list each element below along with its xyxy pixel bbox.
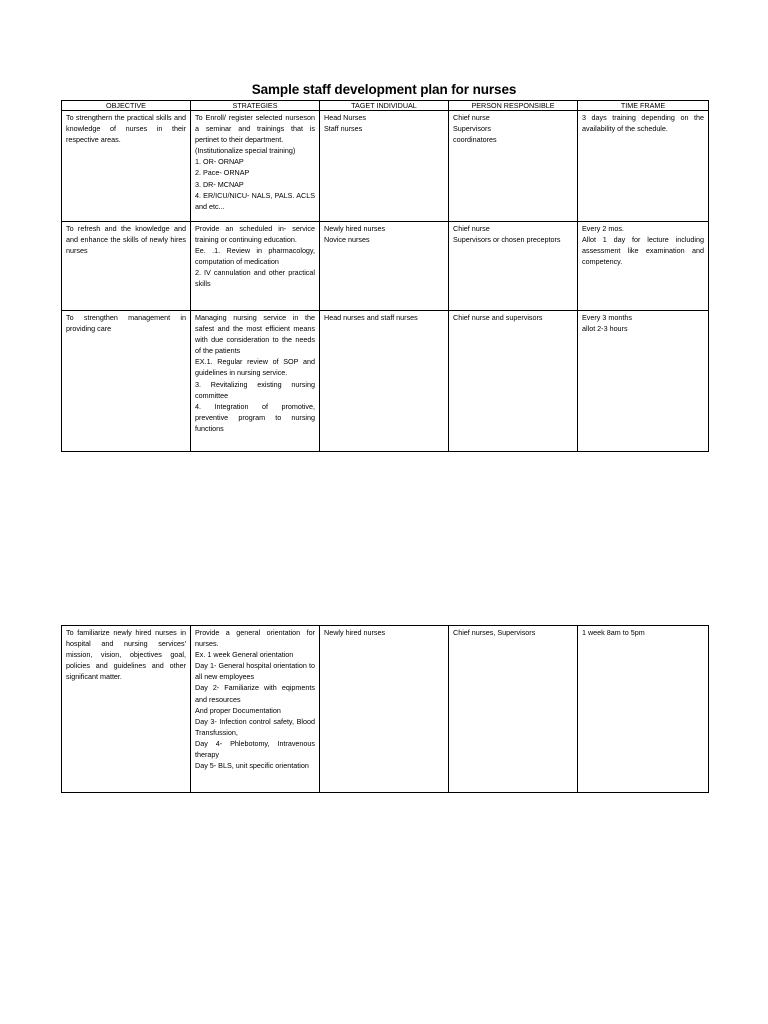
strategy-line: Provide an scheduled in- service training or continuing education.	[195, 224, 315, 245]
target-cell	[320, 111, 449, 222]
timeframe-line: Allot 1 day for lecture including assessment like examination and competency.	[582, 235, 704, 267]
header-time-frame: TIME FRAME	[578, 101, 709, 111]
table-row	[62, 111, 709, 222]
timeframe-line: allot 2-3 hours	[582, 324, 628, 334]
strategies-cell	[191, 111, 320, 222]
strategies-cell	[191, 626, 320, 793]
objective-cell	[62, 626, 191, 793]
strategy-line: And proper Documentation	[195, 705, 281, 715]
target-line: Newly hired nurses	[324, 224, 386, 233]
strategy-line: Managing nursing service in the safest and the most efficient means with due consideration to the needs of the patients	[195, 313, 315, 356]
timeframe-cell	[578, 311, 709, 452]
strategy-line: (Institutionalize special training)	[195, 146, 296, 156]
strategy-line: EX.1. Regular review of SOP and guidelines in nursing service.	[195, 357, 315, 378]
timeframe-cell	[578, 111, 709, 222]
responsible-line: Chief nurse	[453, 224, 490, 233]
document-title: Sample staff development plan for nurses	[251, 82, 517, 97]
target-line: Novice nurses	[324, 235, 370, 245]
responsible-line: Supervisors	[453, 124, 491, 134]
target-line: Newly hired nurses	[324, 628, 386, 637]
strategy-line: 2. Pace- ORNAP	[195, 168, 250, 178]
table-row	[62, 626, 709, 793]
target-cell	[320, 626, 449, 793]
timeframe-line: 3 days training depending on the availability of the schedule.	[582, 113, 704, 134]
responsible-line: Chief nurse and supervisors	[453, 313, 543, 322]
objective-text: To strengthen management in providing care	[66, 313, 186, 334]
responsible-line: Supervisors or chosen preceptors	[453, 235, 561, 245]
responsible-cell	[449, 311, 578, 452]
responsible-line: Chief nurses, Supervisors	[453, 628, 536, 637]
target-line: Head Nurses	[324, 113, 366, 122]
table-row	[62, 222, 709, 311]
timeframe-line: Every 2 mos.	[582, 224, 624, 233]
target-line: Head nurses and staff nurses	[324, 313, 418, 322]
responsible-line: Chief nurse	[453, 113, 490, 122]
strategy-line: Day 1- General hospital orientation to all new employees	[195, 661, 315, 682]
target-line: Staff nurses	[324, 124, 363, 134]
timeframe-line: 1 week 8am to 5pm	[582, 628, 645, 637]
header-person-responsible: PERSON RESPONSIBLE	[449, 101, 578, 111]
strategy-line: Ee. .1. Review in pharmacology, computation of medication	[195, 246, 315, 267]
objective-text: To strengthern the practical skills and knowledge of nurses in their respective areas.	[66, 113, 186, 145]
header-strategies: STRATEGIES	[191, 101, 320, 111]
header-objective: OBJECTIVE	[62, 101, 191, 111]
objective-cell	[62, 222, 191, 311]
target-cell	[320, 311, 449, 452]
strategy-line: 1. OR- ORNAP	[195, 157, 244, 167]
responsible-cell	[449, 222, 578, 311]
strategies-cell	[191, 222, 320, 311]
strategy-line: 2. IV cannulation and other practical skills	[195, 268, 315, 289]
table-row	[62, 311, 709, 452]
table-header-row	[62, 101, 709, 111]
objective-cell	[62, 111, 191, 222]
strategy-line: Day 2- Familiarize with eqipments and resources	[195, 683, 315, 704]
strategy-line: 4. ER/ICU/NICU- NALS, PALS. ACLS and etc...	[195, 190, 315, 211]
strategy-line: Provide a general orientation for nurses.	[195, 628, 315, 649]
strategy-line: 3. Revitalizing existing nursing committee	[195, 379, 315, 400]
timeframe-line: Every 3 months	[582, 313, 632, 322]
objective-cell	[62, 311, 191, 452]
orientation-table	[61, 625, 709, 793]
responsible-cell	[449, 626, 578, 793]
strategy-line: 4. Integration of promotive, preventive program to nursing functions	[195, 401, 315, 433]
objective-text: To familiarize newly hired nurses in hospital and nursing services' mission, vision, objectives goal, policies and guidelines and other significant matter.	[66, 628, 186, 682]
strategy-line: Day 4- Phlebotomy, Intravenous therapy	[195, 738, 315, 760]
strategy-line: Day 3- Infection control safety, Blood Transfussion,	[195, 716, 315, 737]
target-cell	[320, 222, 449, 311]
responsible-cell	[449, 111, 578, 222]
strategy-line: To Enroll/ register selected nurseson a seminar and trainings that is pertinet to their department.	[195, 113, 315, 145]
responsible-line: coordinatores	[453, 135, 497, 145]
objective-text: To refresh and the knowledge and and enhance the skills of newly hires nurses	[66, 224, 186, 256]
strategy-line: Ex. 1 week General orientation	[195, 650, 294, 660]
timeframe-cell	[578, 222, 709, 311]
timeframe-cell	[578, 626, 709, 793]
strategy-line: 3. DR- MCNAP	[195, 179, 244, 189]
strategies-cell	[191, 311, 320, 452]
strategy-line: Day 5- BLS, unit specific orientation	[195, 761, 309, 771]
header-target-individual: TAGET INDIVIDUAL	[320, 101, 449, 111]
staff-development-table	[61, 100, 709, 452]
